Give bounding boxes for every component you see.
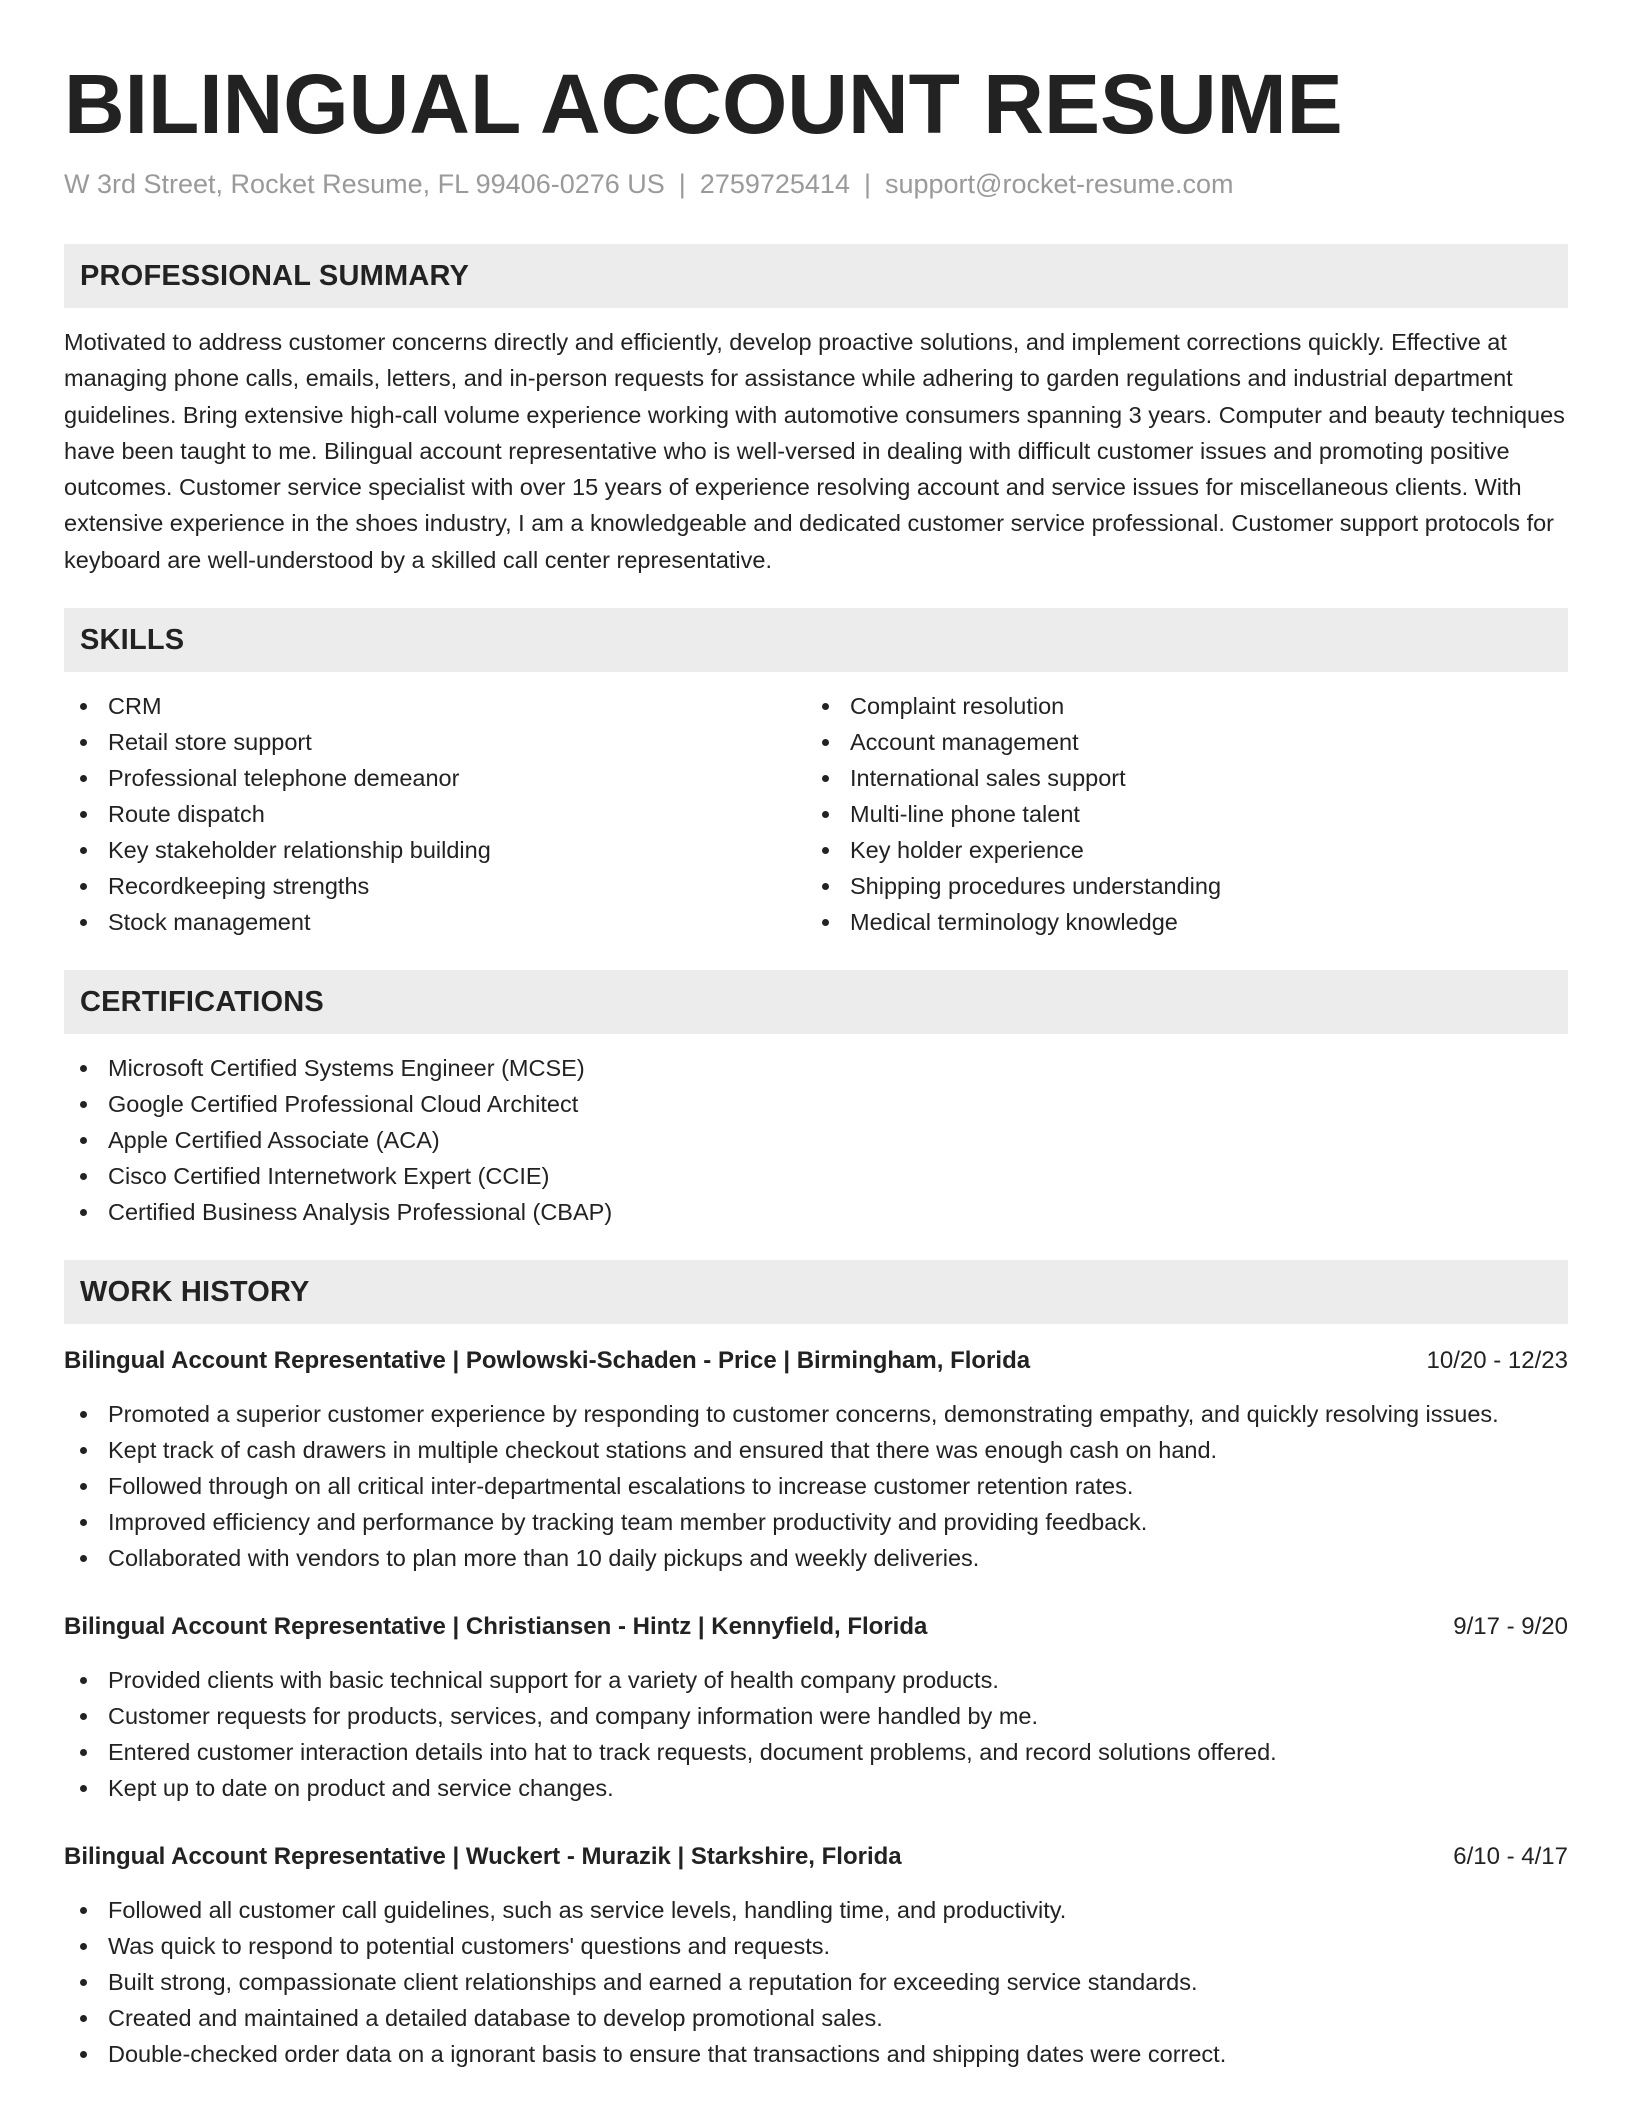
- skill-item: Key holder experience: [806, 832, 1548, 868]
- job-dates: 9/17 - 9/20: [1453, 1613, 1568, 1641]
- skill-item: Key stakeholder relationship building: [64, 832, 806, 868]
- contact-email[interactable]: support@rocket-resume.com: [884, 169, 1234, 199]
- skill-item: CRM: [64, 688, 806, 724]
- resume-title: BILINGUAL ACCOUNT RESUME: [64, 57, 1343, 151]
- job-dates: 10/20 - 12/23: [1426, 1347, 1568, 1375]
- skills-list-right: [806, 688, 1548, 940]
- section-header-skills: SKILLS: [64, 608, 1568, 672]
- contact-line: [64, 166, 1568, 202]
- section-header-summary: PROFESSIONAL SUMMARY: [64, 244, 1568, 308]
- job-bullet: Followed all customer call guidelines, such as service levels, handling time, and productivity.: [64, 1892, 1568, 1928]
- skill-item: Complaint resolution: [806, 688, 1548, 724]
- job-entry: [64, 1840, 1568, 2072]
- certifications-list: [64, 1050, 1568, 1230]
- skill-item: Recordkeeping strengths: [64, 868, 806, 904]
- contact-separator: |: [678, 169, 686, 199]
- job-bullet: Created and maintained a detailed database to develop promotional sales.: [64, 2000, 1568, 2036]
- job-bullet: Kept track of cash drawers in multiple checkout stations and ensured that there was enough cash on hand.: [64, 1432, 1568, 1468]
- skills-column-left: [64, 688, 806, 940]
- job-bullet: Was quick to respond to potential customers' questions and requests.: [64, 1928, 1568, 1964]
- skills-list-left: [64, 688, 806, 940]
- job-bullet: Customer requests for products, services, and company information were handled by me.: [64, 1698, 1568, 1734]
- skill-item: Multi-line phone talent: [806, 796, 1548, 832]
- job-dates: 6/10 - 4/17: [1453, 1843, 1568, 1871]
- job-bullet: Collaborated with vendors to plan more than 10 daily pickups and weekly deliveries.: [64, 1540, 1568, 1576]
- skills-column-right: [806, 688, 1548, 940]
- job-bullet: Provided clients with basic technical support for a variety of health company products.: [64, 1662, 1568, 1698]
- job-bullet: Double-checked order data on a ignorant basis to ensure that transactions and shipping dates were correct.: [64, 2036, 1568, 2072]
- certification-item: Apple Certified Associate (ACA): [64, 1122, 1568, 1158]
- skill-item: Account management: [806, 724, 1548, 760]
- skill-item: Stock management: [64, 904, 806, 940]
- job-header: [64, 1610, 1568, 1644]
- job-title: Bilingual Account Representative | Powlowski-Schaden - Price | Birmingham, Florida: [64, 1347, 1031, 1375]
- job-bullet: Kept up to date on product and service changes.: [64, 1770, 1568, 1806]
- certification-item: Cisco Certified Internetwork Expert (CCIE): [64, 1158, 1568, 1194]
- skill-item: Medical terminology knowledge: [806, 904, 1548, 940]
- section-header-work-history: WORK HISTORY: [64, 1260, 1568, 1324]
- certification-item: Certified Business Analysis Professional (CBAP): [64, 1194, 1568, 1230]
- skill-item: Retail store support: [64, 724, 806, 760]
- job-bullet-list: [64, 1662, 1568, 1806]
- resume-page: [64, 56, 1568, 2072]
- contact-phone: 2759725414: [699, 169, 850, 199]
- job-bullet: Entered customer interaction details into hat to track requests, document problems, and record solutions offered.: [64, 1734, 1568, 1770]
- skill-item: Shipping procedures understanding: [806, 868, 1548, 904]
- job-bullet-list: [64, 1396, 1568, 1576]
- job-entry: [64, 1344, 1568, 1576]
- job-title: Bilingual Account Representative | Christiansen - Hintz | Kennyfield, Florida: [64, 1613, 928, 1641]
- job-title: Bilingual Account Representative | Wuckert - Murazik | Starkshire, Florida: [64, 1843, 902, 1871]
- job-header: [64, 1344, 1568, 1378]
- job-header: [64, 1840, 1568, 1874]
- skill-item: Professional telephone demeanor: [64, 760, 806, 796]
- job-bullet: Followed through on all critical inter-departmental escalations to increase customer retention rates.: [64, 1468, 1568, 1504]
- certification-item: Google Certified Professional Cloud Architect: [64, 1086, 1568, 1122]
- skill-item: Route dispatch: [64, 796, 806, 832]
- section-header-certifications: CERTIFICATIONS: [64, 970, 1568, 1034]
- contact-address: W 3rd Street, Rocket Resume, FL 99406-0276 US: [64, 169, 665, 199]
- job-bullet: Built strong, compassionate client relationships and earned a reputation for exceeding service standards.: [64, 1964, 1568, 2000]
- summary-text: Motivated to address customer concerns directly and efficiently, develop proactive solutions, and implement corrections quickly. Effective at managing phone calls, emails, letters, and in-person requests for assistance while adhering to garden regulations and industrial department guidelines. Bring extensive high-call volume experience working with automotive consumers spanning 3 years. Computer and beauty techniques have been taught to me. Bilingual account representative who is well-versed in dealing with difficult customer issues and promoting positive outcomes. Customer service specialist with over 15 years of experience resolving account and service issues for miscellaneous clients. With extensive experience in the shoes industry, I am a knowledgeable and dedicated customer service professional. Customer support protocols for keyboard are well-understood by a skilled call center representative.: [64, 329, 1565, 573]
- skill-item: International sales support: [806, 760, 1548, 796]
- job-bullet: Promoted a superior customer experience by responding to customer concerns, demonstrating empathy, and quickly resolving issues.: [64, 1396, 1568, 1432]
- job-entry: [64, 1610, 1568, 1806]
- job-bullet: Improved efficiency and performance by tracking team member productivity and providing feedback.: [64, 1504, 1568, 1540]
- contact-separator: |: [863, 169, 871, 199]
- work-history-list: [64, 1344, 1568, 2072]
- certification-item: Microsoft Certified Systems Engineer (MCSE): [64, 1050, 1568, 1086]
- job-bullet-list: [64, 1892, 1568, 2072]
- skills-grid: [64, 688, 1568, 940]
